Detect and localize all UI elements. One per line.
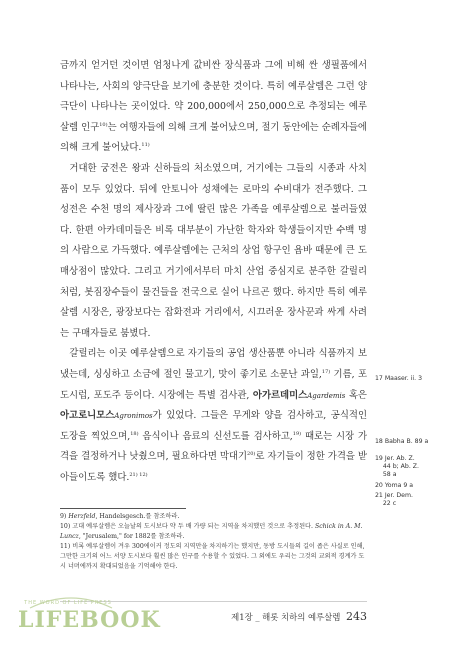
- logo-title: LIFEBOOK: [18, 607, 161, 633]
- sidenote-ref-17[interactable]: 17): [321, 368, 331, 375]
- page-number: 243: [346, 610, 367, 623]
- footnote-11: 11) 비록 예루살렘이 겨우 300에이커 정도의 지역만을 차지하기는 했지만, 동방 도시들의 길이 좁은 사실로 인해, 그만한 크기의 어느 서양 도시보다 훨씬 많은 인구를 수용할 수 있었다. 그 외에도 우리는 그것의 교외적 경계가 도시 너머에까지 확대되었음을 기억해야 한다.: [60, 543, 365, 570]
- main-text: [60, 56, 367, 488]
- footnote-ref-10[interactable]: 10): [99, 121, 108, 128]
- page-footer: [231, 610, 367, 623]
- term-agardemis-latin: Agardemis: [307, 391, 346, 400]
- side-note-20: 20 Yoma 9 a: [375, 482, 414, 489]
- sidenote-ref-21[interactable]: 21) 12): [129, 471, 148, 478]
- term-agardemis: 아가르데미스: [252, 389, 308, 401]
- sidenote-ref-19[interactable]: 19): [292, 430, 302, 437]
- term-agronimos-latin: Agronimos: [114, 412, 153, 421]
- footnote-10: 10) 고대 예루살렘은 오늘날의 도시보다 약 두 배 가량 되는 지역을 차지했던 것으로 추정된다. Schick in A. M. Luncz, "Jerusalem," for 1882를 참조하라.: [60, 523, 363, 540]
- paragraph-3: 갈릴리는 이곳 예루살렘으로 자기들의 공업 생산품뿐 아니라 식품까지 보냈는데, 싱싱하고 소금에 절인 물고기, 맛이 좋기로 소문난 과일,$^{17)}$ 기름, 포도시럽, 포도주 등이다. 시장에는 특별 검사관, 아가르데미스Agardemis 혹은 아고로니모스Agronimos가 있었다. 그들은 무게와 양을 검사하고, 공식적인 도장을 찍었으며,$^{18)}$ 음식이나 음료의 신선도를 검사하고,$^{19)}$ 때로는 시장 가격을 결정하거나 낫췄으며, 필요하다면 막대기$^{20)}$로 자기들이 정한 가격을 받아들이도록 했다.$^{21) 12)}$: [60, 348, 368, 483]
- running-footer-chapter: 제1장 _ 해롯 치하의 예루살렘: [231, 612, 341, 622]
- side-note-19: 19 Jer. Ab. Z. 44 b; Ab. Z. 58 a: [375, 455, 419, 478]
- side-note-17: 17 Maaser. ii. 3: [375, 375, 423, 382]
- paragraph-1: 금까지 얻거던 것이면 엄청나게 값비싼 장식품과 그에 비해 싼 생필품에서 나타나는, 사회의 양극단을 보기에 충분한 것이다. 특히 예루살렘은 그런 양극단이 나타나는 곳이었다. 약 200,000에서 250,000으로 추정되는 예루살렘 인구$^{10)}$는 여행자들에 의해 크게 불어났으며, 절기 동안에는 순례자들에 의해 크게 불어났다.$^{11)}$: [60, 60, 367, 154]
- lifebook-logo: [18, 590, 161, 640]
- footnote-9: 9) Herzfeld, Handelsgesch.를 참조하라.: [60, 513, 180, 520]
- term-agronimos: 아고로니모스: [60, 410, 115, 422]
- sidenote-ref-18[interactable]: 18): [130, 430, 139, 437]
- side-note-18: 18 Babha B. 89 a: [375, 438, 429, 445]
- footnote-divider: [60, 508, 186, 509]
- side-note-21: 21 Jer. Dem. 22 c: [375, 492, 413, 507]
- footnotes: [60, 512, 367, 572]
- logo-subtitle: THE WORD OF LIFE PRESS: [24, 600, 112, 606]
- sidenote-ref-20[interactable]: 20): [247, 451, 256, 458]
- paragraph-2: 거대한 궁전은 왕과 신하들의 처소였으며, 거기에는 그들의 시종과 사치품이 모두 있었다. 뒤에 안토니아 성채에는 로마의 수비대가 전주했다. 그 성전은 수천 명의 제사장과 그에 딸린 많은 가족을 예루살렘으로 불러들였다. 한편 아카데미들은 비록 대부분이 가난한 학자와 학생들이지만 수백 명의 사람으로 가득했다. 예루살렘에는 근처의 상업 항구인 욥바 때문에 큰 도매상점이 많았다. 그리고 거기에서부터 마치 산업 중심지로 분주한 갈릴리처럼, 봇짐장수들이 물건들을 전국으로 실어 나르곤 했다. 하지만 특히 예루살렘 시장은, 광장보다는 잡화전과 거리에서, 시끄러운 장사꾼과 싸게 사려는 구매자들로 붐볐다.: [60, 162, 367, 339]
- footnote-ref-11[interactable]: 11): [141, 142, 150, 149]
